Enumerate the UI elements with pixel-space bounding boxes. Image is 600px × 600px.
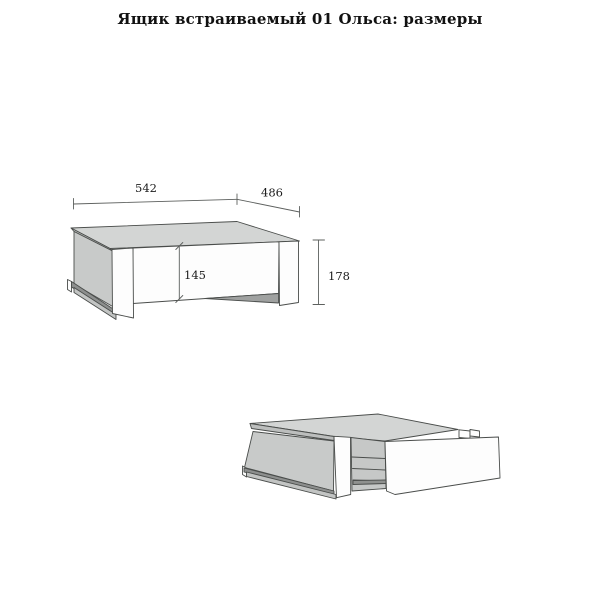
- drawer-box-bottom-runner: [353, 480, 386, 485]
- dimension-total-height-label: 178: [328, 269, 350, 283]
- drawer-front-panel: [385, 437, 500, 495]
- dimension-width: [74, 181, 238, 209]
- right-front-stile: [279, 241, 299, 306]
- left-front-stile: [112, 248, 134, 318]
- dimension-line: [237, 199, 300, 212]
- open-drawer-view: [243, 414, 501, 499]
- dimension-depth: [237, 186, 300, 218]
- drawer-box-gap: [351, 438, 386, 492]
- dimension-total-height: [313, 240, 350, 305]
- dimension-width-label: 542: [135, 181, 157, 195]
- page-title: Ящик встраиваемый 01 Ольса: размеры: [117, 10, 483, 28]
- top-rail-edge: [470, 430, 480, 438]
- plinth-left-cap: [68, 280, 72, 293]
- dimension-line: [74, 199, 238, 204]
- dimension-front-height-label: 145: [184, 268, 206, 282]
- dimension-depth-label: 486: [261, 185, 283, 200]
- left-front-stile: [334, 436, 351, 497]
- front-panel: [133, 242, 279, 304]
- closed-drawer-view: [68, 181, 350, 320]
- right-stile-top: [459, 430, 470, 439]
